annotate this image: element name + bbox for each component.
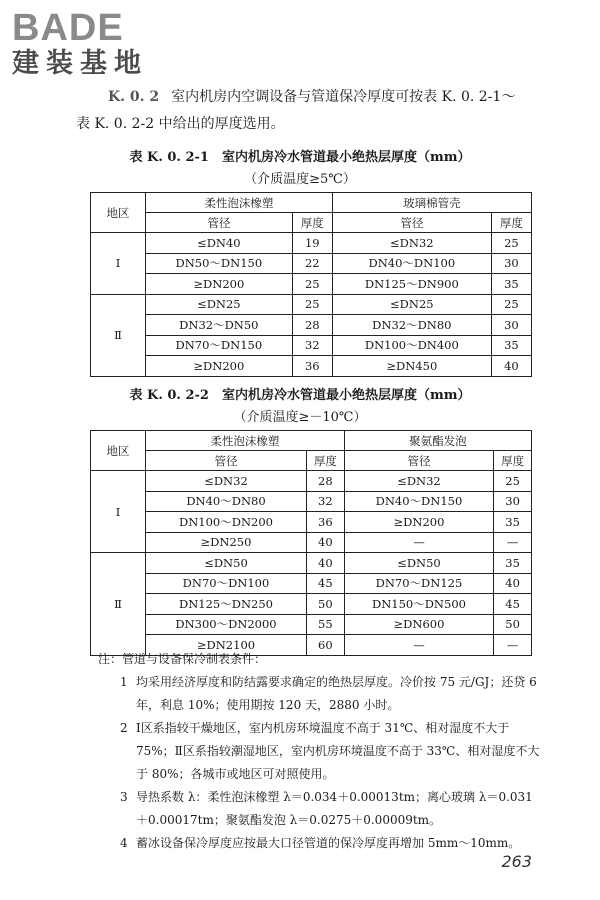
header-row — [91, 431, 532, 451]
pipe-size-cell: DN40～DN100 — [332, 253, 491, 274]
thickness-cell: 25 — [491, 294, 531, 315]
thickness-header: 厚度 — [292, 213, 332, 233]
pipe-size-header: 管径 — [344, 451, 493, 471]
pipe-size-cell: ≤DN25 — [332, 294, 491, 315]
pipe-size-cell: ≥DN600 — [344, 614, 493, 635]
note-number: 4 — [120, 836, 128, 850]
table-row — [91, 471, 532, 492]
intro-paragraph — [76, 84, 548, 138]
thickness-cell: 50 — [494, 614, 532, 635]
pipe-size-cell: — — [344, 532, 493, 553]
zone-header: 地区 — [91, 193, 146, 233]
zone-cell: Ⅱ — [91, 294, 146, 376]
pipe-size-cell: ≤DN32 — [146, 471, 307, 492]
pipe-size-cell: ≥DN2100 — [146, 635, 307, 656]
note-number: 3 — [120, 790, 128, 804]
thickness-cell: 30 — [491, 253, 531, 274]
pipe-size-cell: ≤DN25 — [146, 294, 293, 315]
thickness-cell: 40 — [306, 532, 344, 553]
material-2-header: 玻璃棉管壳 — [332, 193, 531, 213]
material-1-header: 柔性泡沫橡塑 — [146, 193, 333, 213]
thickness-cell: 30 — [494, 491, 532, 512]
thickness-cell: 60 — [306, 635, 344, 656]
table-row — [91, 532, 532, 553]
table-row — [91, 512, 532, 533]
table-row — [91, 253, 532, 274]
table2-subcaption: （介质温度≥－10℃） — [233, 410, 367, 425]
header-row — [91, 193, 532, 213]
note-text: Ⅰ区系指较干燥地区，室内机房环境温度不高于 31℃、相对湿度不大于 75%；Ⅱ区系指较潮湿地区，室内机房环境温度不高于 33℃、相对湿度不大于 80%；各城市或地区可对照使用。 — [136, 721, 540, 781]
thickness-cell: 28 — [292, 315, 332, 336]
thickness-cell: 19 — [292, 233, 332, 254]
thickness-cell: 28 — [306, 471, 344, 492]
thickness-cell: 55 — [306, 614, 344, 635]
table1-subcaption: （介质温度≥5℃） — [244, 172, 356, 187]
pipe-size-cell: DN100～DN400 — [332, 335, 491, 356]
pipe-size-cell: DN300～DN2000 — [146, 614, 307, 635]
thickness-header: 厚度 — [306, 451, 344, 471]
thickness-cell: 36 — [292, 356, 332, 377]
note-item — [110, 786, 540, 832]
intro-line-2: 表 K. 0. 2-2 中给出的厚度选用。 — [76, 116, 285, 132]
intro-line-1: 室内机房内空调设备与管道保冷厚度可按表 K. 0. 2-1～ — [171, 89, 516, 105]
note-number: 1 — [120, 675, 128, 689]
table-row — [91, 614, 532, 635]
table-row — [91, 315, 532, 336]
pipe-size-cell: ≥DN200 — [146, 356, 293, 377]
thickness-cell: 50 — [306, 594, 344, 615]
pipe-size-cell: DN70～DN150 — [146, 335, 293, 356]
pipe-size-cell: ≥DN250 — [146, 532, 307, 553]
thickness-cell: — — [494, 635, 532, 656]
pipe-size-cell: DN70～DN100 — [146, 573, 307, 594]
thickness-cell: 35 — [494, 512, 532, 533]
zone-cell: Ⅱ — [91, 553, 146, 656]
notes-title: 注：管道与设备保冷制表条件： — [98, 652, 267, 666]
zone-header: 地区 — [91, 431, 146, 471]
table1 — [90, 192, 532, 377]
thickness-cell: — — [494, 532, 532, 553]
pipe-size-cell: DN150～DN500 — [344, 594, 493, 615]
material-1-header: 柔性泡沫橡塑 — [146, 431, 345, 451]
thickness-cell: 40 — [491, 356, 531, 377]
logo-subtitle: 建装基地 — [12, 48, 148, 79]
table-row — [91, 233, 532, 254]
note-item — [110, 671, 540, 717]
table-row — [91, 294, 532, 315]
note-number: 2 — [120, 721, 128, 735]
table-row — [91, 335, 532, 356]
thickness-cell: 25 — [292, 274, 332, 295]
thickness-cell: 36 — [306, 512, 344, 533]
thickness-cell: 30 — [491, 315, 531, 336]
pipe-size-cell: ≤DN50 — [146, 553, 307, 574]
pipe-size-cell: ≤DN32 — [344, 471, 493, 492]
zone-cell: Ⅰ — [91, 233, 146, 295]
thickness-cell: 35 — [491, 274, 531, 295]
pipe-size-cell: DN100～DN200 — [146, 512, 307, 533]
table-row — [91, 594, 532, 615]
pipe-size-cell: ≤DN32 — [332, 233, 491, 254]
pipe-size-header: 管径 — [332, 213, 491, 233]
pipe-size-header: 管径 — [146, 451, 307, 471]
thickness-header: 厚度 — [494, 451, 532, 471]
pipe-size-cell: DN70～DN125 — [344, 573, 493, 594]
notes-list — [110, 671, 540, 855]
zone-cell: Ⅰ — [91, 471, 146, 553]
page-number: 263 — [501, 852, 532, 871]
logo-word: BADE — [12, 7, 124, 49]
material-2-header: 聚氨酯发泡 — [344, 431, 531, 451]
note-text: 蓄冰设备保冷厚度应按最大口径管道的保冷厚度再增加 5mm～10mm。 — [136, 836, 521, 850]
logo — [12, 6, 182, 80]
thickness-cell: 35 — [491, 335, 531, 356]
thickness-cell: 40 — [306, 553, 344, 574]
pipe-size-cell: — — [344, 635, 493, 656]
pipe-size-cell: DN32～DN50 — [146, 315, 293, 336]
table2-caption: 表 K. 0. 2-2 室内机房冷水管道最小绝热层厚度（mm） — [129, 388, 471, 403]
note-text: 导热系数 λ：柔性泡沫橡塑 λ＝0.034＋0.00013tm；离心玻璃 λ＝0.031＋0.00017tm；聚氨酯发泡 λ＝0.0275＋0.00009tm。 — [136, 790, 533, 827]
pipe-size-cell: ≥DN200 — [146, 274, 293, 295]
pipe-size-cell: DN50～DN150 — [146, 253, 293, 274]
pipe-size-cell: ≤DN50 — [344, 553, 493, 574]
clause-number: K. 0. 2 — [108, 89, 160, 105]
note-item — [110, 717, 540, 786]
thickness-cell: 32 — [306, 491, 344, 512]
pipe-size-cell: ≤DN40 — [146, 233, 293, 254]
pipe-size-cell: DN125～DN900 — [332, 274, 491, 295]
notes — [98, 648, 540, 855]
note-item — [110, 832, 540, 855]
pipe-size-cell: DN125～DN250 — [146, 594, 307, 615]
subheader-row — [91, 213, 532, 233]
thickness-cell: 32 — [292, 335, 332, 356]
thickness-cell: 45 — [494, 594, 532, 615]
table-row — [91, 553, 532, 574]
pipe-size-cell: DN32～DN80 — [332, 315, 491, 336]
pipe-size-header: 管径 — [146, 213, 293, 233]
thickness-cell: 22 — [292, 253, 332, 274]
thickness-cell: 25 — [491, 233, 531, 254]
table-row — [91, 356, 532, 377]
pipe-size-cell: DN40～DN150 — [344, 491, 493, 512]
subheader-row — [91, 451, 532, 471]
thickness-cell: 25 — [292, 294, 332, 315]
table-row — [91, 274, 532, 295]
pipe-size-cell: ≥DN200 — [344, 512, 493, 533]
thickness-cell: 40 — [494, 573, 532, 594]
pipe-size-cell: DN40～DN80 — [146, 491, 307, 512]
table2 — [90, 430, 532, 656]
table-row — [91, 573, 532, 594]
note-text: 均采用经济厚度和防结露要求确定的绝热层厚度。冷价按 75 元/GJ；还贷 6 年，利息 10%；使用期按 120 天，2880 小时。 — [136, 675, 537, 712]
thickness-cell: 25 — [494, 471, 532, 492]
thickness-cell: 35 — [494, 553, 532, 574]
pipe-size-cell: ≥DN450 — [332, 356, 491, 377]
table1-caption: 表 K. 0. 2-1 室内机房冷水管道最小绝热层厚度（mm） — [129, 150, 471, 165]
thickness-cell: 45 — [306, 573, 344, 594]
thickness-header: 厚度 — [491, 213, 531, 233]
table-row — [91, 491, 532, 512]
